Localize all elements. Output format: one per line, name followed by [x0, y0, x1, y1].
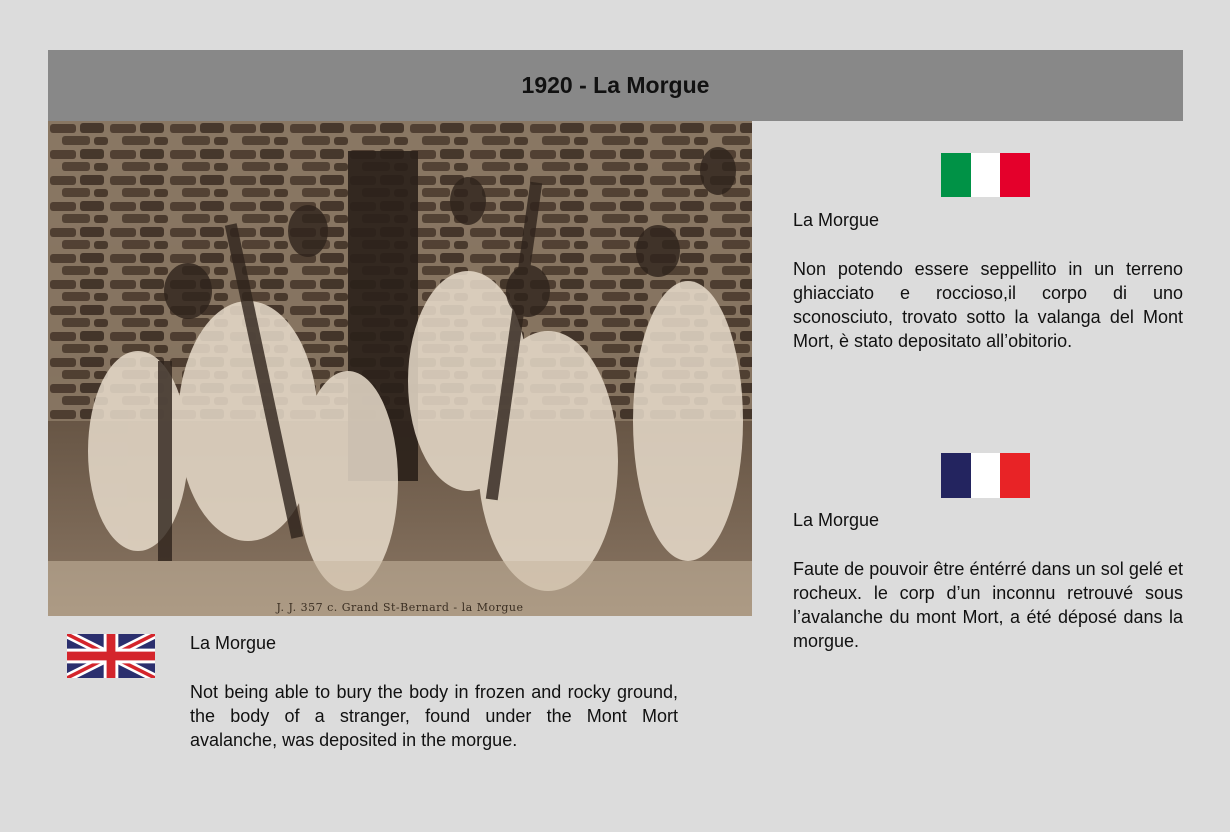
italy-flag-icon [941, 153, 1030, 197]
uk-flag-icon [67, 634, 155, 678]
morgue-photo-illustration [48, 121, 752, 616]
english-title: La Morgue [190, 633, 277, 653]
french-title: La Morgue [793, 510, 880, 530]
english-text: Not being able to bury the body in frozen and rocky ground, the body of a stranger, found under the Mont Mort avalanche, was deposited in the morgue. [190, 682, 678, 750]
photo-caption: J. J. 357 c. Grand St-Bernard - la Morgue [276, 601, 524, 614]
italian-title: La Morgue [793, 210, 880, 230]
title-bar [48, 50, 1183, 121]
page-title: 1920 - La Morgue [521, 72, 710, 98]
french-text: Faute de pouvoir être éntérré dans un sol gelé et rocheux. le corp d’un inconnu retrouvé sous l’avalanche du mont Mort, a été déposé dans la morgue. [793, 559, 1183, 651]
france-flag-icon [941, 453, 1030, 498]
historic-photo [48, 121, 752, 616]
italian-text: Non potendo essere seppellito in un terreno ghiacciato e roccioso,il corpo di uno sconosciuto, trovato sotto la valanga del Mont Mort, è stato depositato all’obitorio. [793, 259, 1183, 351]
